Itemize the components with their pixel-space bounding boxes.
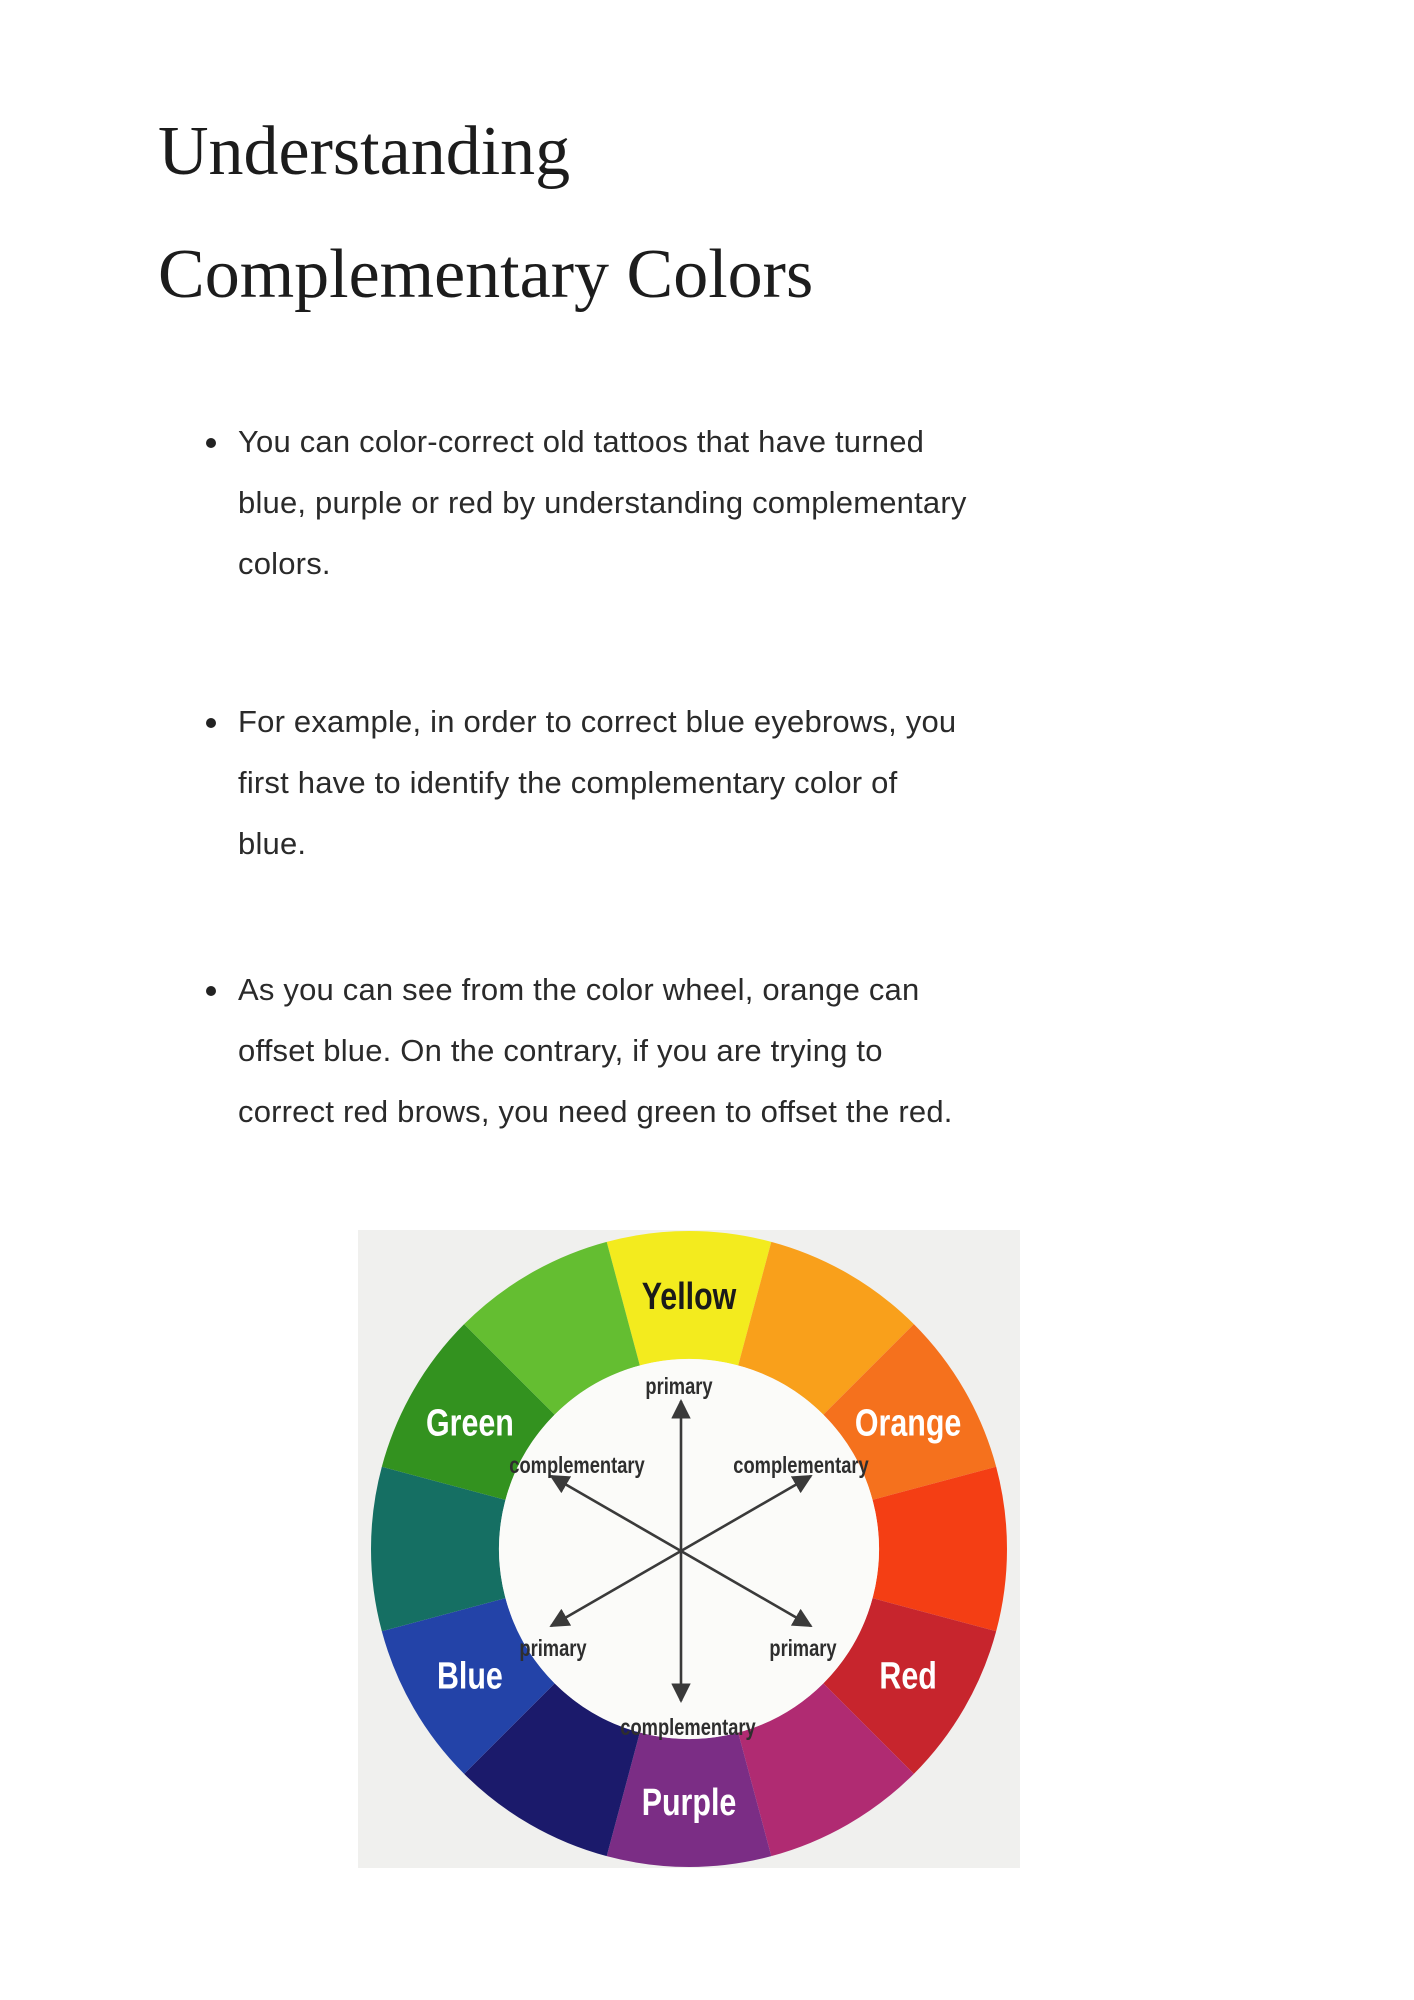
page-title	[158, 90, 813, 336]
color-wheel-image	[358, 1230, 1020, 1868]
svg-text:primary: primary	[769, 1635, 837, 1662]
svg-text:primary: primary	[519, 1635, 587, 1662]
page-title-line-2: Complementary Colors	[158, 236, 814, 313]
inner-label-primary	[519, 1636, 586, 1662]
bullet-line: You can color-correct old tattoos that have turned	[238, 424, 925, 459]
bullet-dot	[206, 986, 216, 996]
bullet-text	[238, 411, 967, 594]
inner-label-primary	[645, 1374, 712, 1400]
svg-text:Orange: Orange	[854, 1402, 962, 1445]
wheel-label-orange	[855, 1402, 961, 1444]
bullet-line: As you can see from the color wheel, orange can	[238, 972, 920, 1007]
svg-text:Blue: Blue	[436, 1655, 503, 1698]
bullet-line: offset blue. On the contrary, if you are trying to	[238, 1033, 883, 1068]
bullet-line: first have to identify the complementary color of	[238, 765, 898, 800]
wheel-label-yellow	[642, 1276, 737, 1318]
bullet-text	[238, 691, 956, 874]
wheel-label-red	[879, 1655, 936, 1697]
bullet-line: correct red brows, you need green to offset the red.	[238, 1094, 953, 1129]
bullet-line: For example, in order to correct blue eyebrows, you	[238, 704, 957, 739]
inner-label-complementary	[509, 1453, 645, 1479]
color-wheel-svg	[358, 1230, 1020, 1868]
bullet-line: blue, purple or red by understanding complementary	[238, 485, 967, 520]
svg-text:Purple: Purple	[641, 1781, 737, 1824]
wheel-label-blue	[437, 1655, 503, 1697]
svg-text:complementary: complementary	[509, 1452, 645, 1479]
svg-text:complementary: complementary	[733, 1452, 869, 1479]
inner-label-complementary	[733, 1453, 869, 1479]
wheel-label-green	[426, 1402, 514, 1444]
wheel-label-purple	[642, 1782, 737, 1824]
bullet-dot	[206, 438, 216, 448]
svg-text:Green: Green	[425, 1402, 514, 1445]
inner-label-complementary	[620, 1715, 756, 1741]
bullet-text	[238, 959, 953, 1142]
svg-text:complementary: complementary	[620, 1714, 756, 1741]
svg-text:Red: Red	[879, 1655, 937, 1698]
inner-label-primary	[769, 1636, 836, 1662]
wheel-inner-circle	[499, 1359, 879, 1739]
bullet-dot	[206, 718, 216, 728]
bullet-line: blue.	[238, 826, 307, 861]
page-title-line-1: Understanding	[158, 113, 571, 190]
svg-text:Yellow: Yellow	[641, 1275, 737, 1318]
bullet-line: colors.	[238, 546, 331, 581]
svg-text:primary: primary	[645, 1373, 713, 1400]
